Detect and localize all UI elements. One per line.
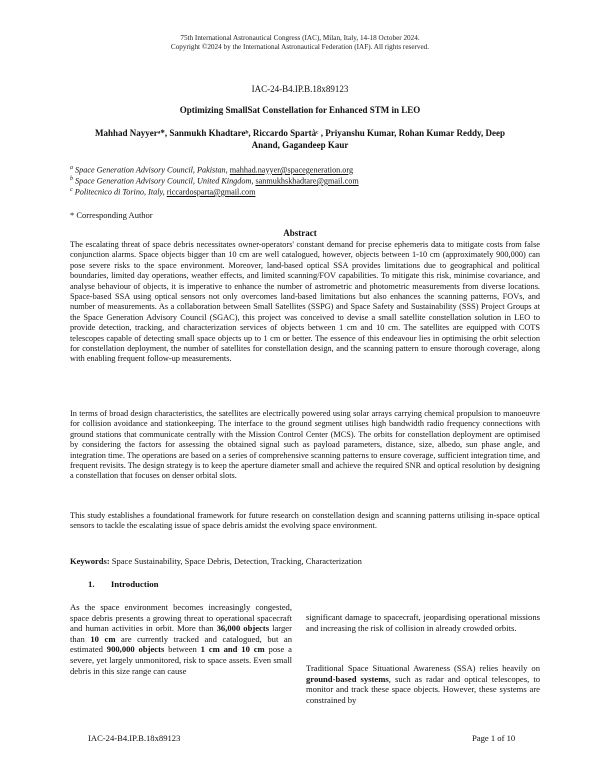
keywords-text: Space Sustainability, Space Debris, Detection, Tracking, Characterization	[109, 556, 362, 566]
section-heading	[88, 579, 159, 589]
paper-title: Optimizing SmallSat Constellation for Enhanced STM in LEO	[179, 105, 421, 115]
affiliation-text: Politecnico di Torino, Italy,	[74, 187, 165, 197]
intro-text: Traditional Space Situational Awareness (SSA) relies heavily on	[306, 663, 540, 673]
intro-text: pose a severe, yet largely unmonitored, risk to space assets. Even small debris in this size range can cause	[70, 644, 292, 676]
affiliation-email-link[interactable]: riccardosparta@gmail.com	[166, 187, 256, 197]
affiliation-sup: b	[70, 176, 73, 182]
keywords-line	[70, 556, 540, 566]
paper-id: IAC-24-B4.IP.B.18x89123	[251, 84, 349, 94]
intro-text: between	[164, 644, 201, 655]
author-list: Mahhad Nayyerᵃ*, Sanmukh Khadtareᵇ, Riccardo Spartàᶜ , Priyanshu Kumar, Rohan Kumar Reddy, Deep Anand, Gagandeep Kaur	[94, 128, 505, 150]
abstract-paragraph-3: This study establishes a foundational framework for future research on constellation design and scanning patterns utilising in-space optical sensors to tackle the escalating issue of space debris amidst the evolving space environment.	[70, 511, 540, 531]
abstract-paragraph-2: In terms of broad design characteristics, the satellites are electrically powered using solar arrays carrying chemical propulsion to manoeuvre for collision avoidance and stationkeeping. The interface to the ground segment utilises high bandwidth radio frequency connections with ground stations that communicate centrally with the Mission Control Center (MCS). The orbits for constellation deployment are optimised by considering the factors for assessing the obtained signal such as payload parameters, distance, size, albedo, sun phase angle, and integration time. The operations are based on a series of comprehensive scanning patterns to ensure coverage, sufficient integration time, and frequent revisits. The design strategy is to keep the aperture diameter small and achieve the required SNR and optical resolution by designing a constellation that focuses on denser orbital slots.	[70, 409, 540, 481]
footer-paper-id: IAC-24-B4.IP.B.18x89123	[88, 733, 181, 743]
affiliation-sup: a	[70, 165, 73, 171]
intro-bold: 1 cm and 10 cm	[200, 644, 265, 655]
affiliation-sup: c	[70, 187, 73, 193]
intro-column-right-para1: significant damage to spacecraft, jeopardising operational missions and increasing the risk of collision in already crowded orbits.	[306, 612, 540, 633]
affiliation-c	[70, 185, 540, 198]
intro-bold: 900,000 objects	[106, 644, 165, 655]
footer-page-number: Page 1 of 10	[472, 733, 516, 743]
affiliation-text: Space Generation Advisory Council, United Kingdom,	[75, 176, 254, 186]
affiliation-text: Space Generation Advisory Council, Pakistan,	[75, 165, 228, 175]
abstract-heading: Abstract	[283, 228, 317, 238]
intro-column-right-para2	[306, 663, 540, 705]
copyright-header-line2: Copyright ©2024 by the International Astronautical Federation (IAF). All rights reserved.	[170, 43, 430, 51]
intro-text: , such as radar and optical telescopes, to monitor and track these space objects. However, these systems are constrained by	[306, 673, 540, 705]
intro-text: As the space environment becomes increasingly congested, space debris presents a growing threat to operational spacecraft and human activities in orbit. More than	[70, 602, 292, 634]
abstract-paragraph-1: The escalating threat of space debris necessitates owner-operators' constant demand for precise ephemeris data to mitigate costs from false conjunction alarms. Space objects bigger than 10 cm are well catalogued, however, objects between 1-10 cm (approximately 900,000) can pose severe risks to the space environment. Moreover, land-based optical SSA provides limitations due to geographical and political boundaries, limited day operations, weather effects, and limited scanning/FOV capabilities. To mitigate this risk, minimise covariance, and analyse behaviour of objects, it is imperative to enhance the number of astrometric and photometric measurements from diverse locations. Space-based SSA using optical sensors not only overcomes land-based limitations but also enhances the scanning patterns, FOVs, and number of measurements. As a collaboration between Small Satellites (SSPG) and Space Safety and Sustainability (SSS) Project Groups at the Space Generation Advisory Council (SGAC), this project was conceived to devise a small satellite constellation solution in LEO to provide detection, tracking, and characterization services of objects between 1 cm and 10 cm. The satellites are equipped with COTS telescopes capable of detecting small space objects up to 1 cm or better. The essence of this endeavour lies in optimising the orbit selection for constellation deployment, the number of satellites for constellation design, and the scanning pattern to ensure thorough coverage, along with enabling frequent follow-up measurements.	[70, 240, 540, 364]
corresponding-author-note: * Corresponding Author	[70, 210, 153, 220]
section-number: 1.	[88, 579, 95, 589]
section-title: Introduction	[110, 579, 159, 589]
intro-bold: 36,000 objects	[216, 623, 270, 634]
intro-bold: ground-based systems	[306, 673, 389, 684]
intro-column-left	[70, 602, 292, 676]
affiliation-email-link[interactable]: mahhad.nayyer@spacegeneration.org	[229, 165, 354, 175]
intro-text: are currently tracked and catalogued, but an estimated	[70, 633, 293, 655]
affiliation-email-link[interactable]: sanmukhskhadtare@gmail.com	[255, 176, 359, 186]
intro-bold: 10 cm	[90, 633, 116, 644]
conference-header-line1: 75th International Astronautical Congress (IAC), Milan, Italy, 14-18 October 2024.	[180, 34, 420, 42]
keywords-label: Keywords:	[70, 556, 110, 566]
intro-text: larger than	[70, 623, 292, 644]
